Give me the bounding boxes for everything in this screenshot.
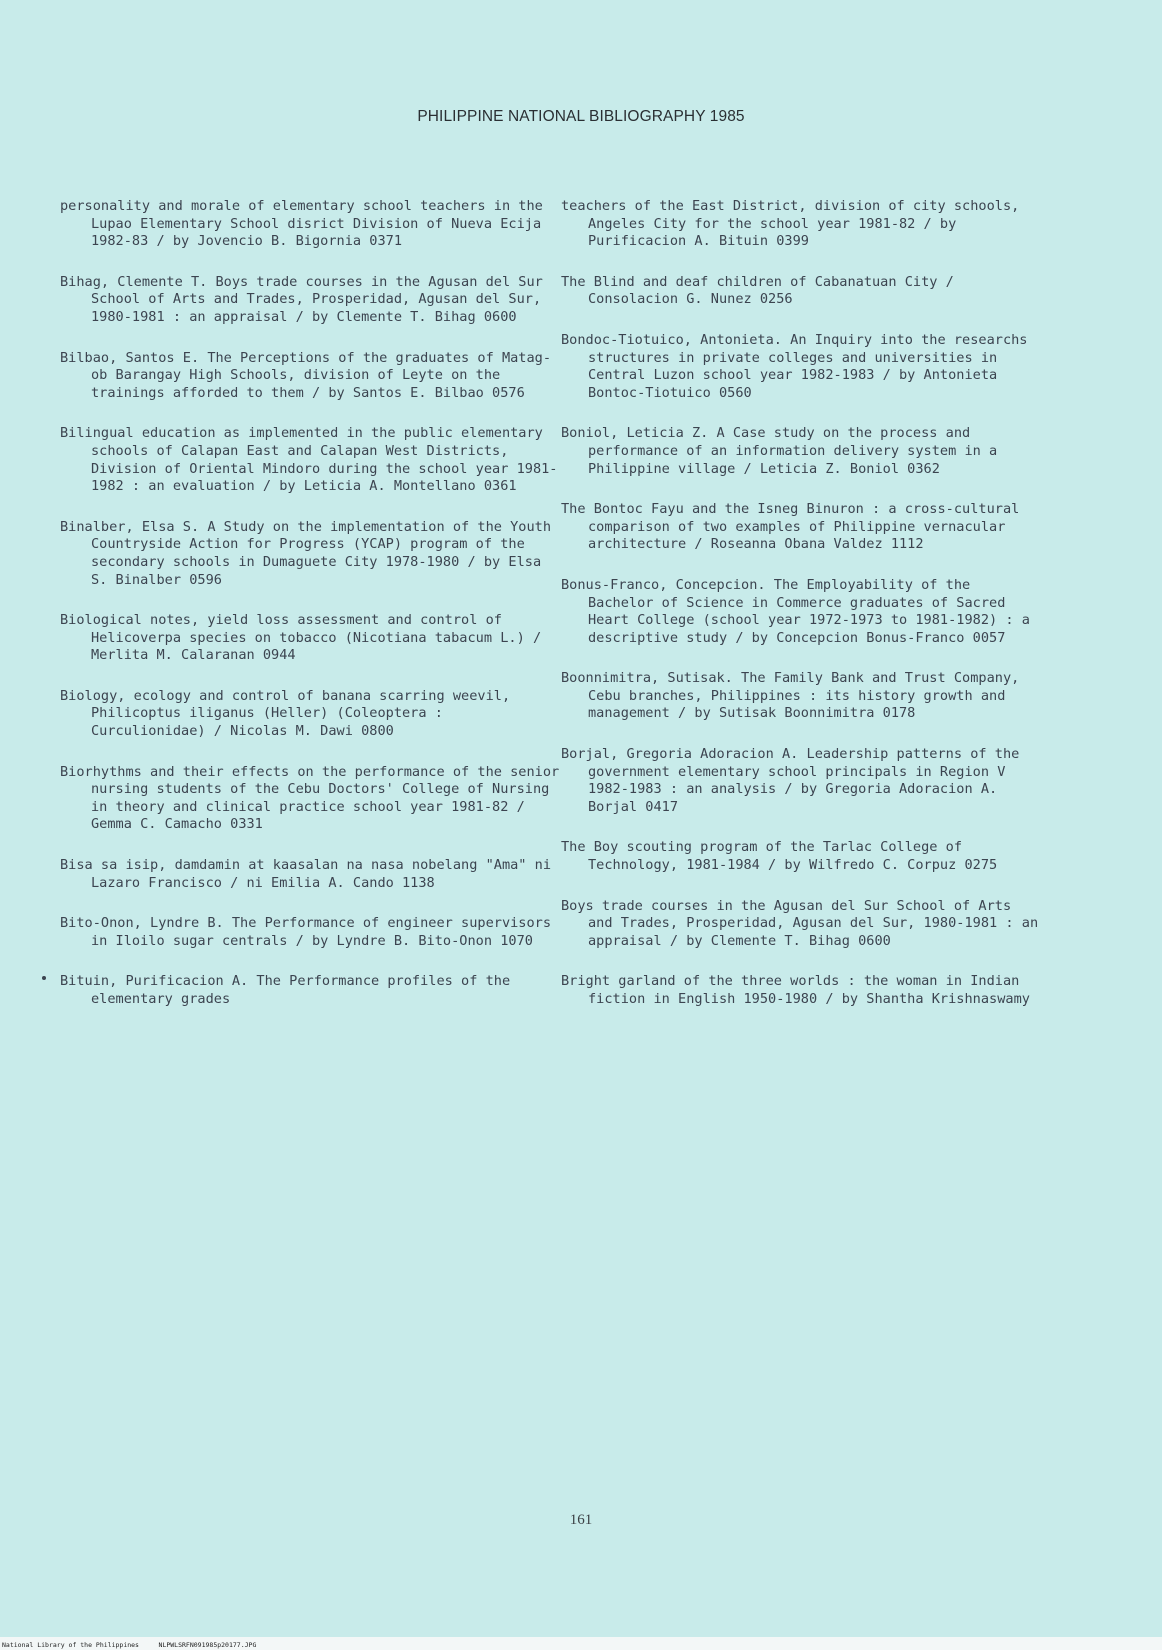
bib-entry: The Bontoc Fayu and the Isneg Binuron : a cross-cultural comparison of two examples of Philippine vernacular architecture / Roseanna Obana Valdez 1112	[561, 501, 1028, 553]
right-column	[561, 198, 1047, 1032]
bib-entry: Bright garland of the three worlds : the woman in Indian fiction in English 1950-1980 / by Shantha Krishnaswamy	[561, 973, 1030, 1007]
bib-entry: Boniol, Leticia Z. A Case study on the process and performance of an information delivery system in a Philippine village / Leticia Z. Boniol 0362	[561, 425, 1006, 477]
bib-entry: Bisa sa isip, damdamin at kaasalan na nasa nobelang "Ama" ni Lazaro Francisco / ni Emilia A. Cando 1138	[60, 857, 560, 891]
left-column	[60, 198, 568, 1032]
bib-entry: Bondoc-Tiotuico, Antonieta. An Inquiry into the researchs structures in private colleges and universities in Central Luzon school year 1982-1983 / by Antonieta Bontoc-Tiotuico 0560	[561, 331, 1036, 401]
bib-entry: Bonus-Franco, Concepcion. The Employability of the Bachelor of Science in Commerce graduates of Sacred Heart College (school year 1972-1973 to 1981-1982) : a descriptive study / by Concepcion Bonus-Franco 0057	[561, 576, 1039, 646]
bib-entry: personality and morale of elementary school teachers in the Lupao Elementary School disrict Division of Nueva Ecija 1982-83 / by Jovencio B. Bigornia 0371	[60, 198, 552, 250]
bib-entry: Binalber, Elsa S. A Study on the implementation of the Youth Countryside Action for Progress (YCAP) program of the secondary schools in Dumaguete City 1978-1980 / by Elsa S. Binalber 0596	[60, 518, 560, 588]
bib-entry: Borjal, Gregoria Adoracion A. Leadership patterns of the government elementary school principals in Region V 1982-1983 : an analysis / by Gregoria Adoracion A. Borjal 0417	[561, 746, 1028, 815]
bib-entry: teachers of the East District, division of city schools, Angeles City for the school year 1981-82 / by Purificacion A. Bituin 0399	[561, 198, 1028, 250]
page-number: 161	[569, 1512, 593, 1528]
page-header: PHILIPPINE NATIONAL BIBLIOGRAPHY 1985	[417, 108, 745, 125]
bib-entry: Bihag, Clemente T. Boys trade courses in the Agusan del Sur School of Arts and Trades, Prosperidad, Agusan del Sur, 1980-1981 : an appraisal / by Clemente T. Bihag 0600	[60, 273, 552, 325]
scan-credit-strip	[0, 1637, 1162, 1650]
bib-entry: The Boy scouting program of the Tarlac College of Technology, 1981-1984 / by Wilfredo C. Corpuz 0275	[561, 839, 998, 874]
bib-entry: Boys trade courses in the Agusan del Sur School of Arts and Trades, Prosperidad, Agusan del Sur, 1980-1981 : an appraisal / by Clemente T. Bihag 0600	[561, 897, 1047, 949]
margin-dot	[42, 976, 46, 980]
bib-entry: Bituin, Purificacion A. The Performance profiles of the elementary grades	[60, 973, 519, 1007]
scan-credit: National Library of the Philippines NLPWLSRFN091985p20177.JPG	[2, 1641, 257, 1649]
bib-entry: The Blind and deaf children of Cabanatuan City / Consolacion G. Nunez 0256	[561, 273, 963, 308]
bib-entry: Biorhythms and their effects on the performance of the senior nursing students of the Cebu Doctors' College of Nursing in theory and clinical practice school year 1981-82 / Gemma C. Camacho 0331	[60, 763, 568, 833]
bib-entry: Bilbao, Santos E. The Perceptions of the graduates of Matag-ob Barangay High Schools, division of Leyte on the trainings afforded to them / by Santos E. Bilbao 0576	[60, 349, 552, 401]
bib-entry: Biological notes, yield loss assessment and control of Helicoverpa species on tobacco (Nicotiana tabacum L.) / Merlita M. Calaranan 0944	[60, 612, 550, 664]
bib-entry: Bilingual education as implemented in the public elementary schools of Calapan East and Calapan West Districts, Division of Oriental Mindoro during the school year 1981-1982 : an evaluation / by Leticia A. Montellano 0361	[60, 425, 558, 495]
bib-entry: Bito-Onon, Lyndre B. The Performance of engineer supervisors in Iloilo sugar centrals / by Lyndre B. Bito-Onon 1070	[60, 915, 560, 949]
bib-entry: Boonnimitra, Sutisak. The Family Bank and Trust Company, Cebu branches, Philippines : its history growth and management / by Sutisak Boonnimitra 0178	[561, 670, 1028, 722]
bib-entry: Biology, ecology and control of banana scarring weevil, Philicoptus iliganus (Heller) (Coleoptera : Curculionidae) / Nicolas M. Dawi 0800	[60, 687, 519, 740]
